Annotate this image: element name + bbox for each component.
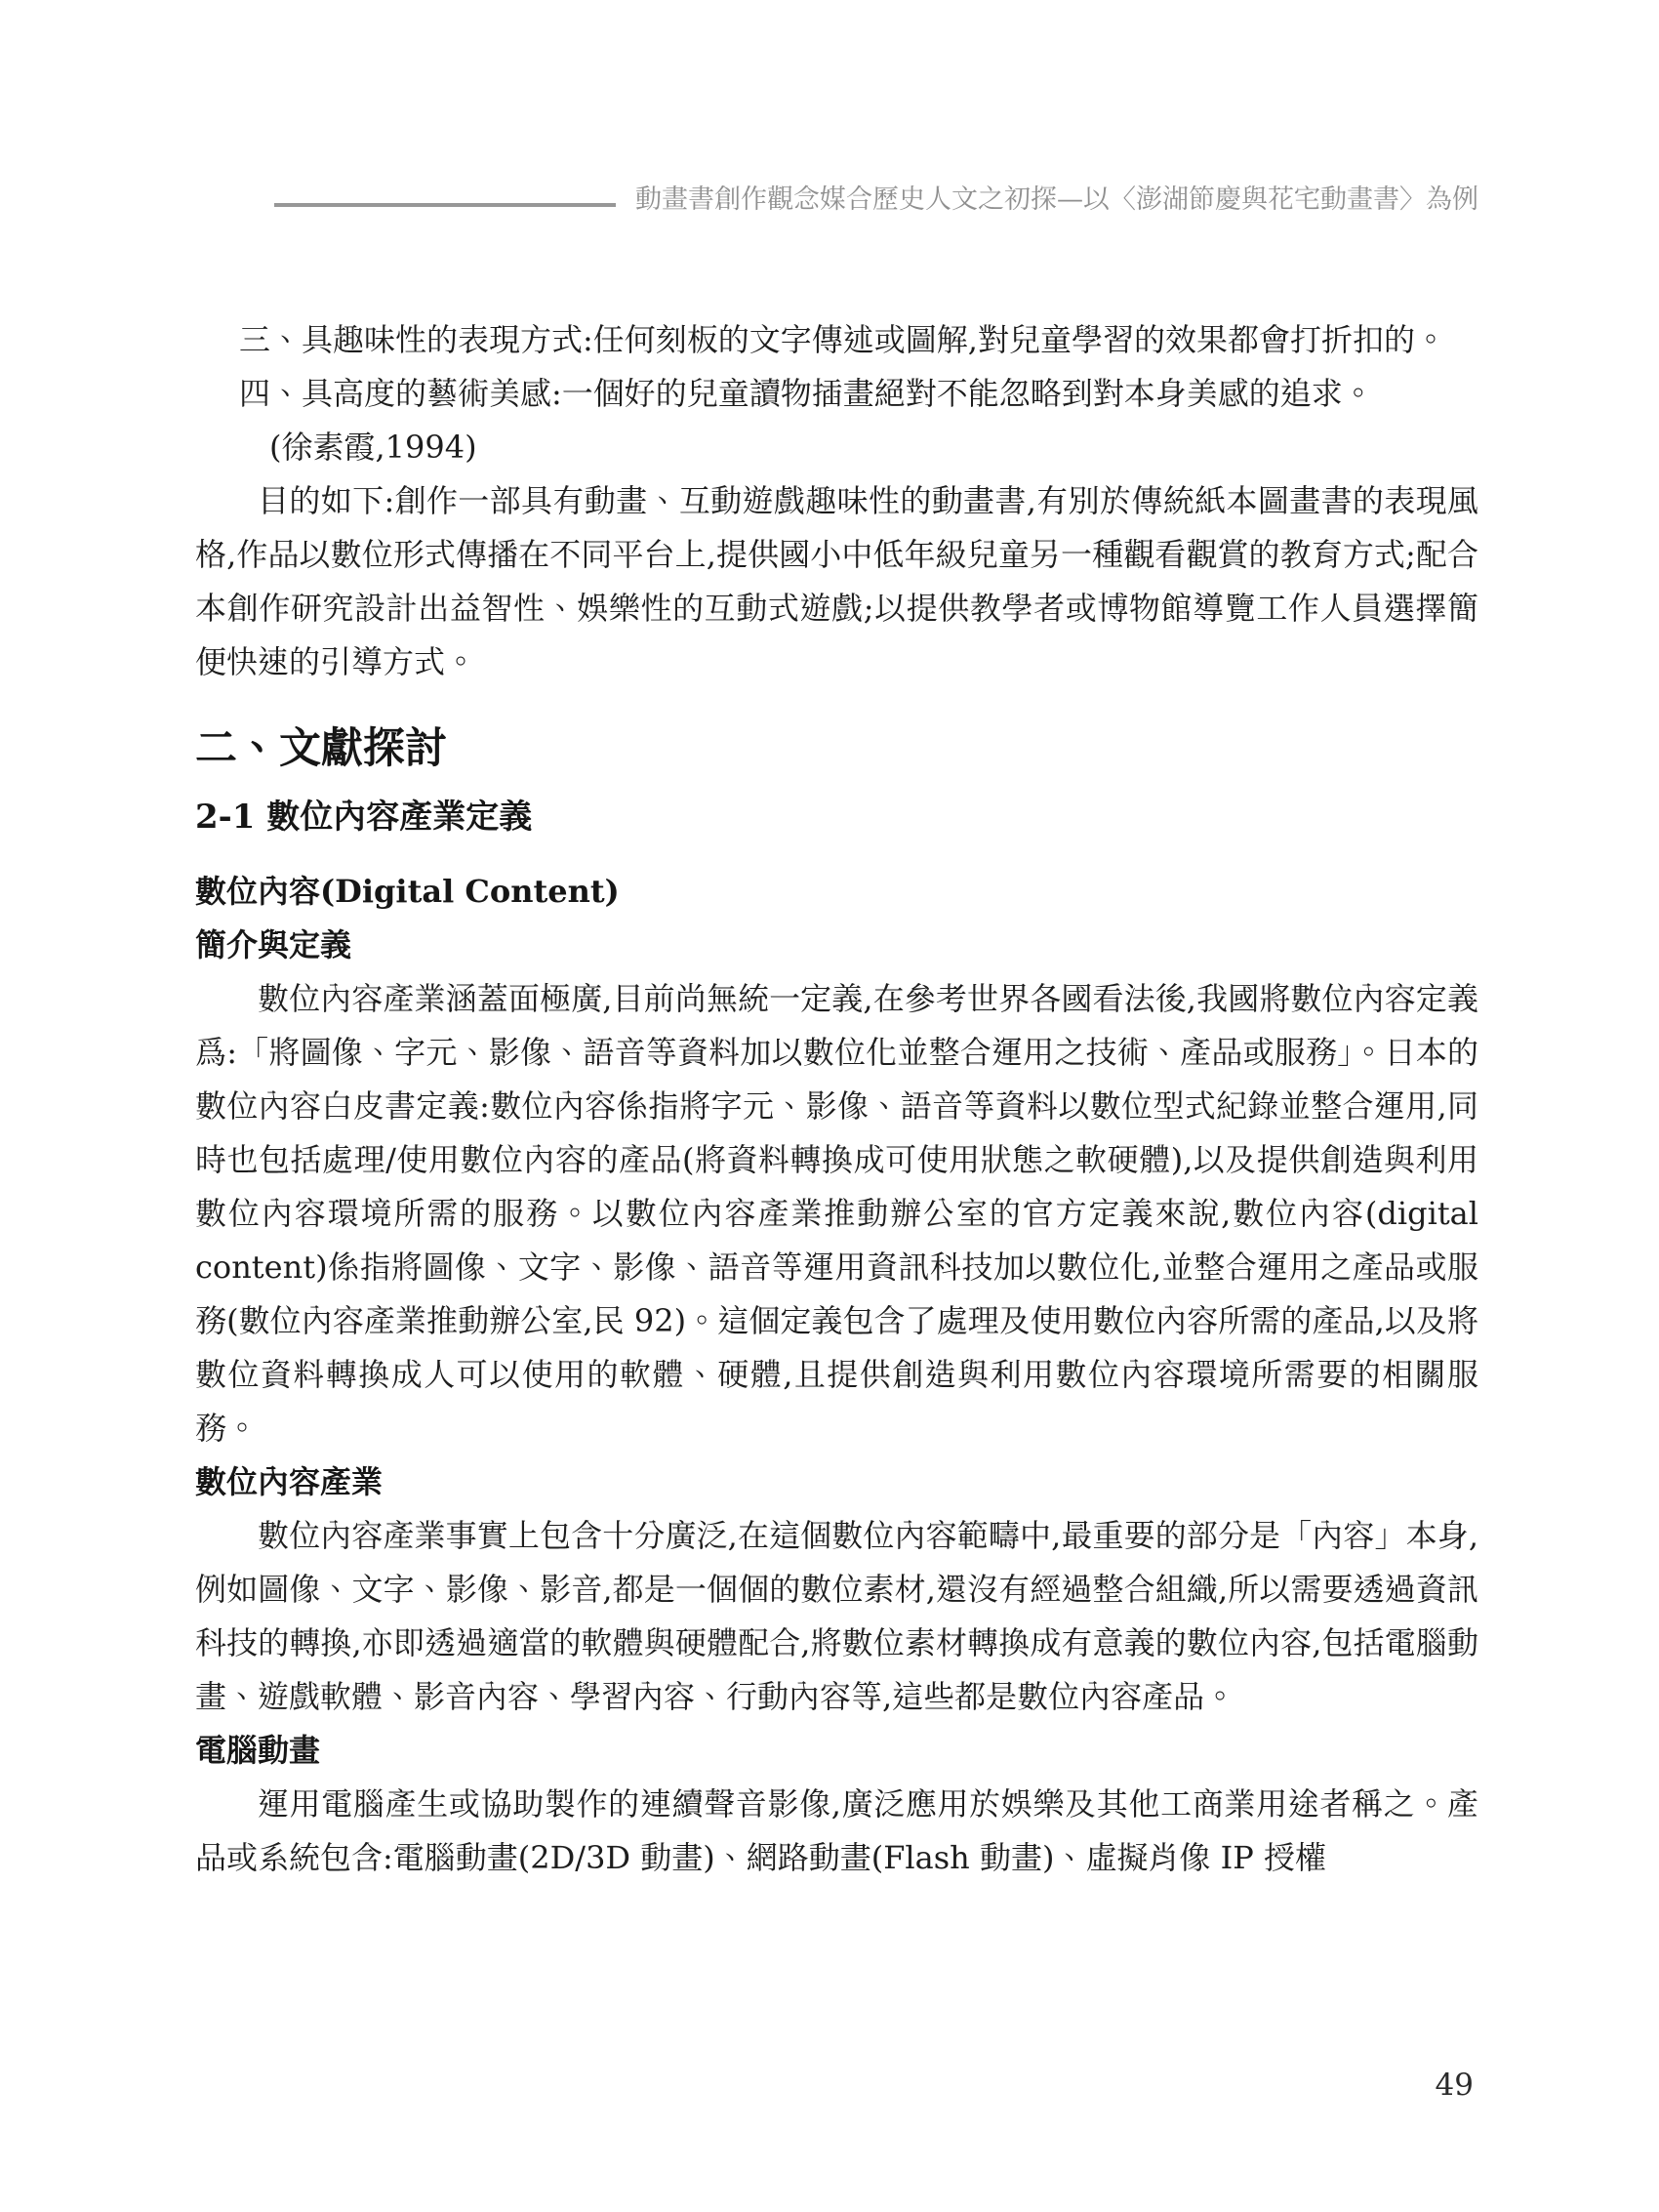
running-header — [195, 181, 1478, 220]
document-body — [195, 313, 1478, 1885]
list-item-four: 四、具高度的藝術美感:一個好的兒童讀物插畫絕對不能忽略到對本身美感的追求。 — [239, 375, 1374, 412]
computer-animation-paragraph: 運用電腦產生或協助製作的連續聲音影像,廣泛應用於娛樂及其他工商業用途者稱之。產品或系統包含:電腦動畫(2D/3D 動畫)、網路動畫(Flash 動畫)、虛擬肖像 IP 授權 — [195, 1784, 1478, 1876]
industry-heading: 數位內容產業 — [195, 1462, 384, 1500]
purpose-paragraph: 目的如下:創作一部具有動畫、互動遊戲趣味性的動畫書,有別於傳統紙本圖畫書的表現風格,作品以數位形式傳播在不同平台上,提供國小中低年級兒童另一種觀看觀賞的教育方式;配合本創作研究設計出益智性、娛樂性的互動式遊戲;以提供教學者或博物館導覽工作人員選擇簡便快速的引導方式。 — [195, 482, 1478, 680]
citation-line: (徐素霞,1994) — [269, 429, 477, 466]
list-item-three: 三、具趣味性的表現方式:任何刻板的文字傳述或圖解,對兒童學習的效果都會打折扣的。 — [239, 321, 1446, 358]
industry-paragraph: 數位內容產業事實上包含十分廣泛,在這個數位內容範疇中,最重要的部分是「內容」本身,例如圖像、文字、影像、影音,都是一個個的數位素材,還沒有經過整合組織,所以需要透過資訊科技的轉換,亦即透過適當的軟體與硬體配合,將數位素材轉換成有意義的數位內容,包括電腦動畫、遊戲軟體、影音內容、學習內容、行動內容等,這些都是數位內容產品。 — [195, 1516, 1478, 1715]
header-rule-line — [274, 203, 616, 207]
computer-animation-heading: 電腦動畫 — [195, 1731, 321, 1769]
page-number: 49 — [1435, 2068, 1474, 2103]
section-heading-literature-review: 二、文獻探討 — [195, 724, 447, 773]
running-header-title: 動畫書創作觀念媒合歷史人文之初探—以〈澎湖節慶與花宅動畫書〉為例 — [635, 184, 1478, 215]
intro-definition-heading: 簡介與定義 — [195, 925, 352, 963]
subsection-heading-digital-content-industry-definition: 2-1 數位內容產業定義 — [195, 798, 533, 838]
definition-paragraph: 數位內容產業涵蓋面極廣,目前尚無統一定義,在參考世界各國看法後,我國將數位內容定義爲:「將圖像、字元、影像、語音等資料加以數位化並整合運用之技術、產品或服務」。日本的數位內容白皮書定義:數位內容係指將字元、影像、語音等資料以數位型式紀錄並整合運用,同時也包括處理/使用數位內容的產品(將資料轉換成可使用狀態之軟硬體),以及提供創造與利用數位內容環境所需的服務。以數位內容產業推動辦公室的官方定義來說,數位內容(digital content)係指將圖像、文字、影像、語音等運用資訊科技加以數位化,並整合運用之產品或服務(數位內容產業推動辦公室,民 92)。這個定義包含了處理及使用數位內容所需的產品,以及將數位資料轉換成人可以使用的軟體、硬體,且提供創造與利用數位內容環境所需要的相關服務。 — [195, 979, 1478, 1447]
term-heading-digital-content: 數位內容(Digital Content) — [195, 872, 620, 910]
